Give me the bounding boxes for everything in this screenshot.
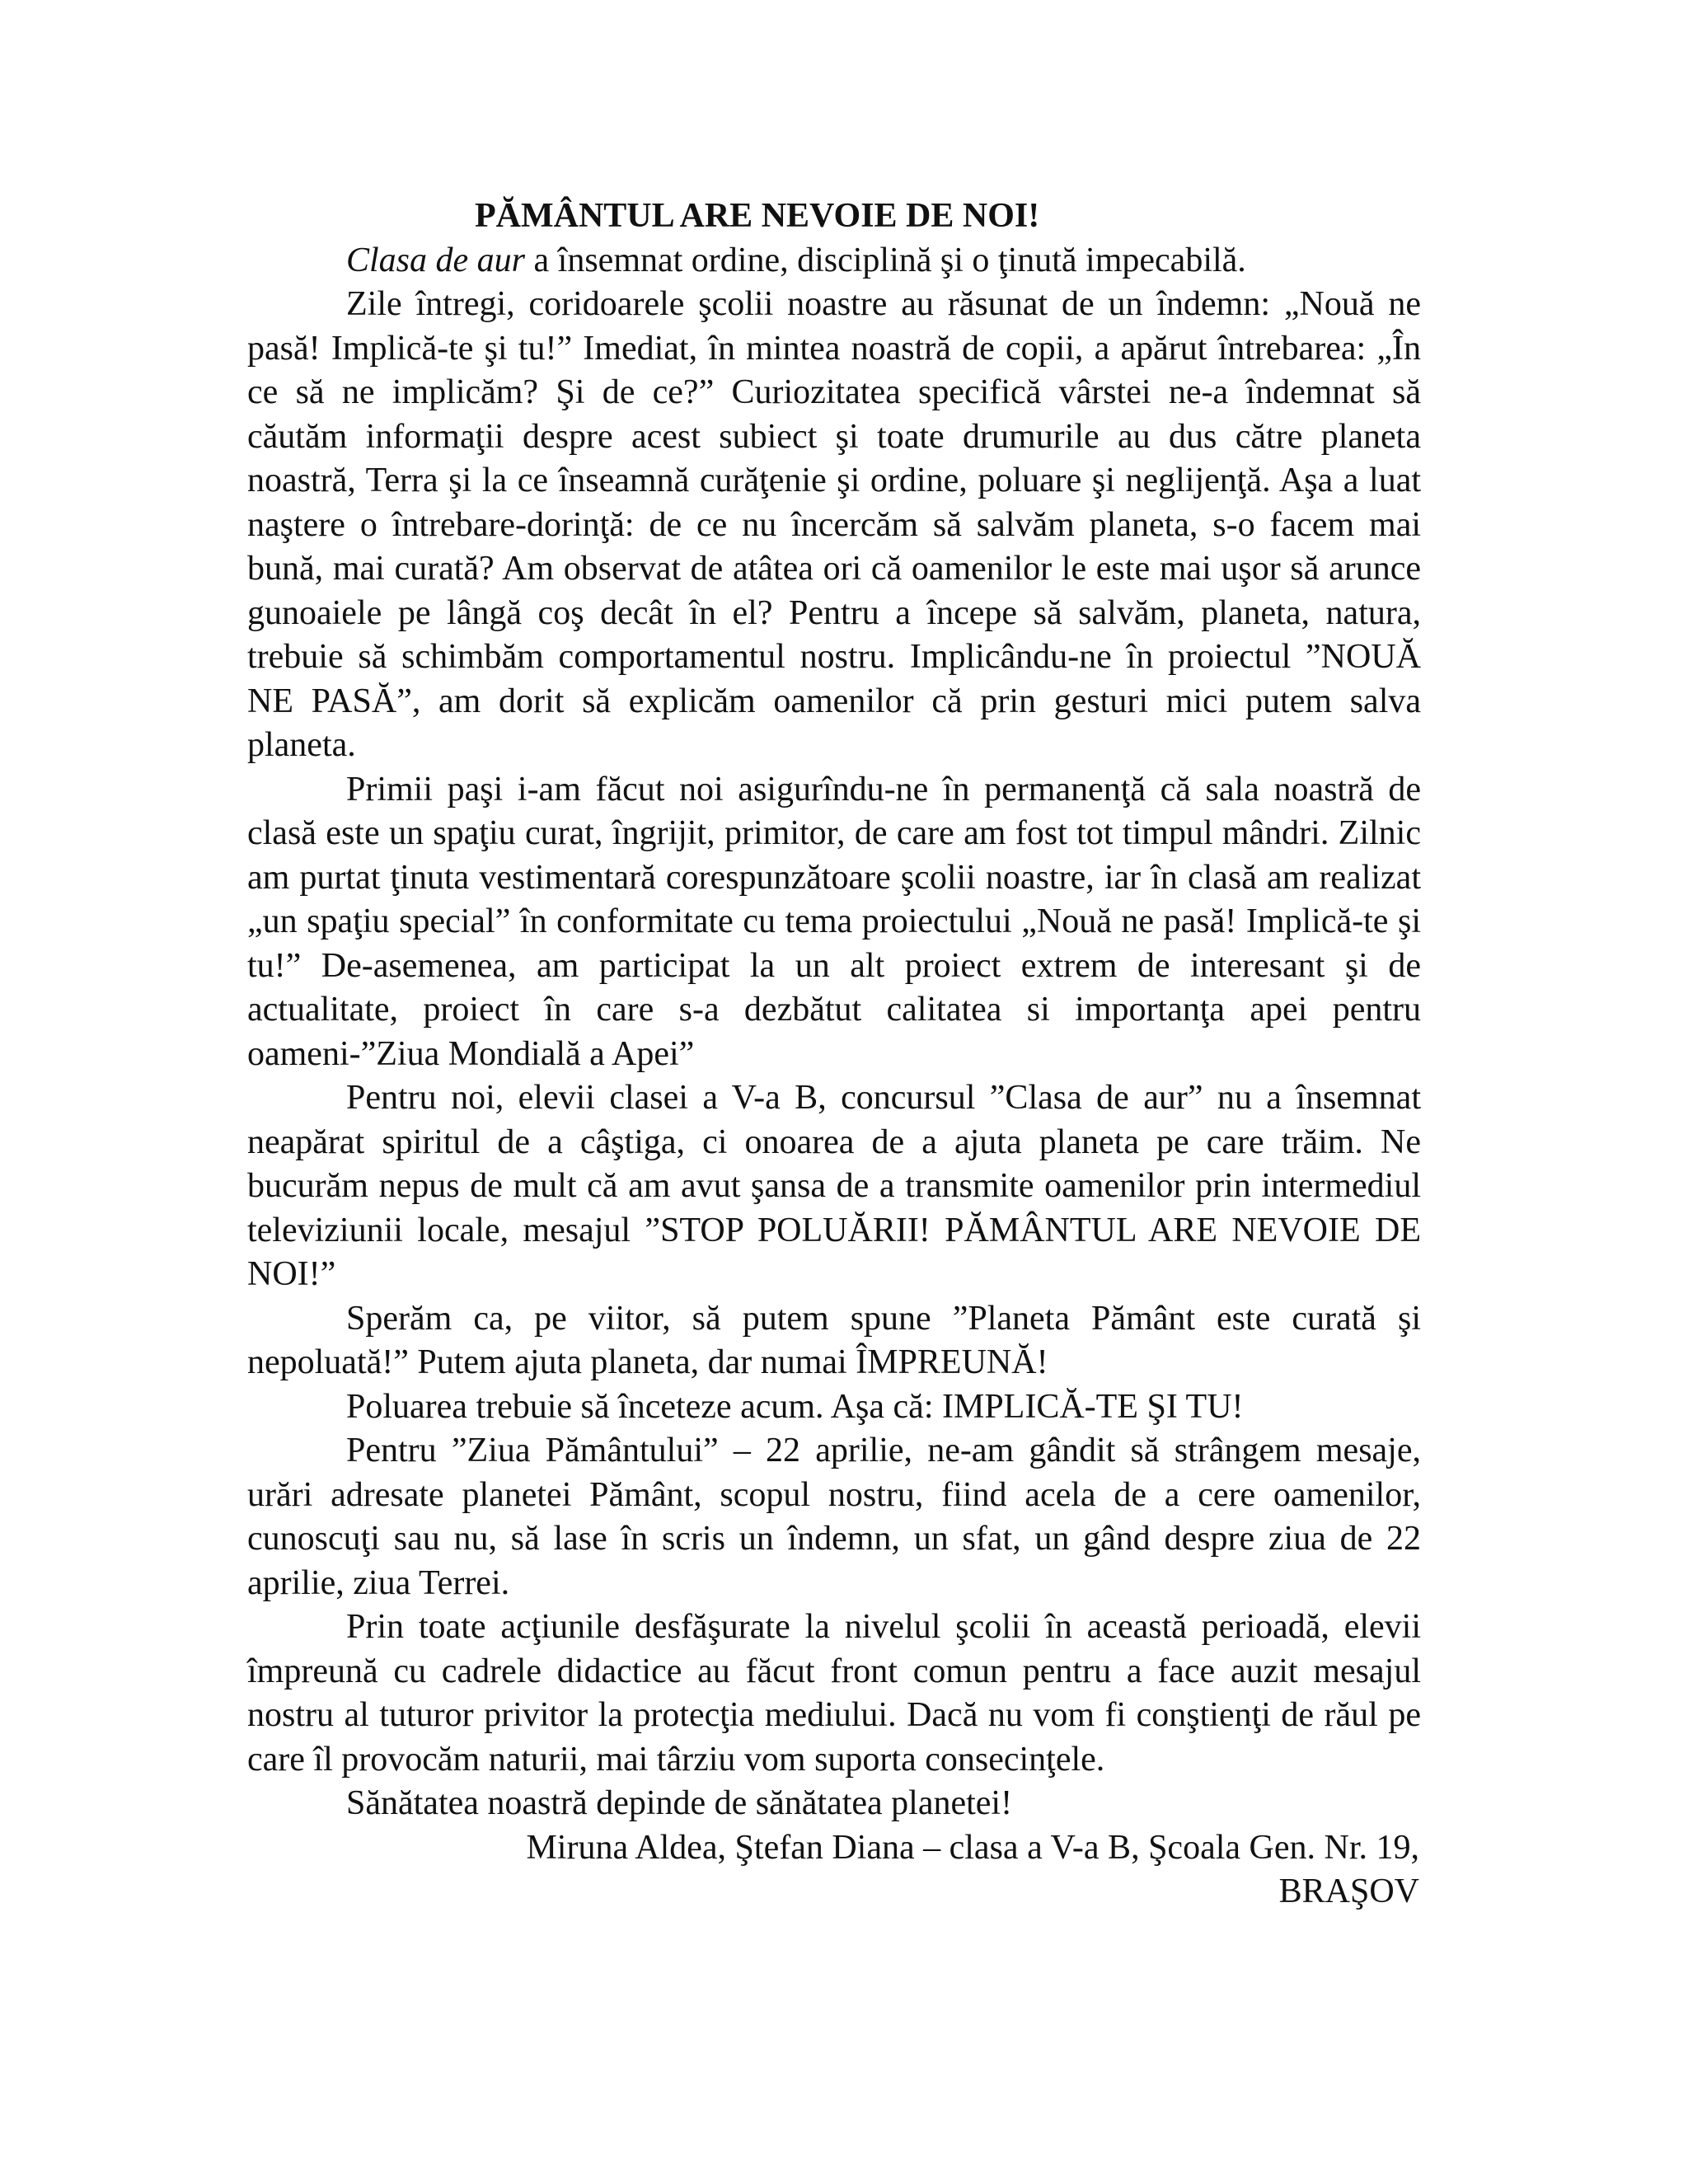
paragraph-7: Prin toate acţiunile desfăşurate la nivelul şcolii în această perioadă, elevii împreună cu cadrele didactice au făcut front comun pentru a face auzit mesajul nostru al tuturor privitor la protecţia mediului. Dacă nu vom fi conştienţi de răul pe care îl provocăm naturii, mai târziu vom suporta consecinţele. (247, 1608, 1421, 1779)
document-page (247, 194, 1421, 1915)
intro-text: a însemnat ordine, disciplină şi o ţinută impecabilă. (525, 241, 1246, 279)
paragraph-4: Sperăm ca, pe viitor, să putem spune ”Planeta Pământ este curată şi nepoluată!” Putem ajuta planeta, dar numai ÎMPREUNĂ! (247, 1299, 1421, 1381)
document-title: PĂMÂNTUL ARE NEVOIE DE NOI! (475, 197, 1040, 235)
paragraph-6: Pentru ”Ziua Pământului” – 22 aprilie, ne-am gândit să strângem mesaje, urări adresate planetei Pământ, scopul nostru, fiind acela de a cere oamenilor, cunoscuţi sau nu, să lase în scris un îndemn, un sfat, un gând despre ziua de 22 aprilie, ziua Terrei. (247, 1432, 1421, 1602)
intro-italic-phrase: Clasa de aur (346, 241, 526, 279)
signature-authors: Miruna Aldea, Ştefan Diana – clasa a V-a B, Şcoala Gen. Nr. 19, (526, 1828, 1419, 1867)
paragraph-5: Poluarea trebuie să înceteze acum. Aşa că: IMPLICĂ-TE ŞI TU! (346, 1387, 1244, 1426)
paragraph-2: Primii paşi i-am făcut noi asigurîndu-ne în permanenţă că sala noastră de clasă este un spaţiu curat, îngrijit, primitor, de care am fost tot timpul mândri. Zilnic am purtat ţinuta vestimentară corespunzătoare şcolii noastre, iar în clasă am realizat „un spaţiu special” în conformitate cu tema proiectului „Nouă ne pasă! Implică-te şi tu!” De-asemenea, am participat la un alt proiect extrem de interesant şi de actualitate, proiect în care s-a dezbătut calitatea si importanţa apei pentru oameni-”Ziua Mondială a Apei” (247, 770, 1421, 1073)
paragraph-3: Pentru noi, elevii clasei a V-a B, concursul ”Clasa de aur” nu a însemnat neapărat spiritul de a câştiga, ci onoarea de a ajuta planeta pe care trăim. Ne bucurăm nepus de mult că am avut şansa de a transmite oamenilor prin intermediul televiziunii locale, mesajul ”STOP POLUĂRII! PĂMÂNTUL ARE NEVOIE DE NOI!” (247, 1079, 1421, 1293)
closing-line: Sănătatea noastră depinde de sănătatea planetei! (346, 1784, 1013, 1822)
intro-paragraph (247, 239, 1421, 284)
paragraph-1: Zile întregi, coridoarele şcolii noastre au răsunat de un îndemn: „Nouă ne pasă! Implică-te şi tu!” Imediat, în mintea noastră de copii, a apărut întrebarea: „În ce să ne implicăm? Şi de ce?” Curiozitatea specifică vârstei ne-a îndemnat să căutăm informaţii despre acest subiect şi toate drumurile au dus către planeta noastră, Terra şi la ce înseamnă curăţenie şi ordine, poluare şi neglijenţă. Aşa a luat naştere o întrebare-dorinţă: de ce nu încercăm să salvăm planeta, s-o facem mai bună, mai curată? Am observat de atâtea ori că oamenilor le este mai uşor să arunce gunoaiele pe lângă coş decât în el? Pentru a începe să salvăm, planeta, natura, trebuie să schimbăm comportamentul nostru. Implicându-ne în proiectul ”NOUĂ NE PASĂ”, am dorit să explicăm oamenilor că prin gesturi mici putem salva planeta. (247, 285, 1421, 764)
signature-city: BRAŞOV (1278, 1872, 1419, 1910)
